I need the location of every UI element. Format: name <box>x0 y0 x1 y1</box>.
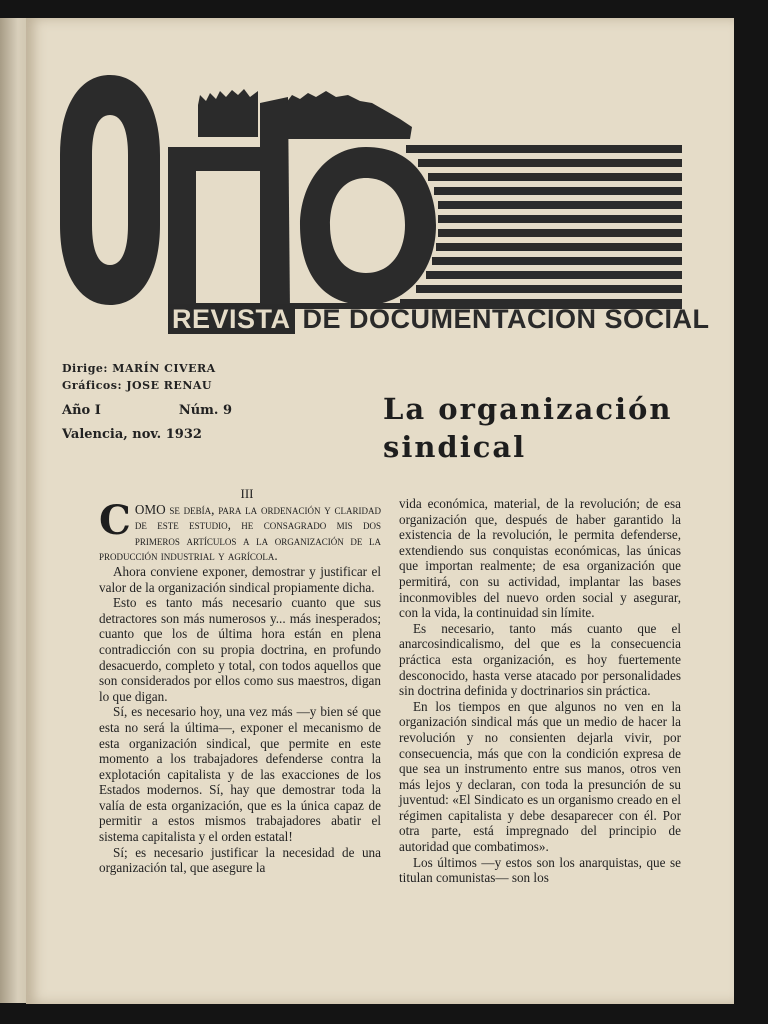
subtitle-revista: REVISTA <box>168 304 295 334</box>
paragraph: vida económica, material, de la revolución; de esa organización que, después de haber garantido la existencia de la revolución, le permita defenderse, extendiendo sus conquistas económicas, las únicas que importan realmente; de esa organización que permitirá, con su actividad, implantar las bases inconmovibles del nuevo orden social y asegurar, con la vida, la continuidad sin límite. <box>399 496 681 621</box>
subtitle-rest: DE DOCUMENTACION SOCIAL <box>302 304 710 334</box>
logo-text: Orto <box>60 75 63 76</box>
paragraph: Esto es tanto más necesario cuanto que sus detractores son más numerosos y... más inesperados; cuanto que los de última hora están en plena contradicción con su propia doctrina, en profundo desacuerdo, completo y total, con todos aquellos que son considerados por ellos como sus maestros, digan lo que digan. <box>99 595 381 704</box>
issue-number: Núm. 9 <box>178 403 232 418</box>
logo-letter-r-stem <box>168 147 196 307</box>
issue-info <box>62 399 232 447</box>
issue-year: Año I <box>62 403 101 418</box>
section-number: III <box>240 486 254 501</box>
paragraph: Sí; es necesario justificar la necesidad de una organización tal, que asegure la <box>99 844 381 876</box>
article-title: La organización sindical <box>383 392 673 464</box>
logo-letter-t-stem <box>260 97 290 313</box>
article-column-right <box>399 496 681 886</box>
graphics-credit: Gráficos: JOSE RENAU <box>62 379 212 392</box>
director-credit: Dirige: MARÍN CIVERA <box>62 362 216 375</box>
paragraph: COMO se debía, para la ordenación y claridad de este estudio, he consagrado mis dos primeros artículos a la organización de la producción industrial y agrícola. <box>99 496 381 564</box>
paragraph: En los tiempos en que algunos no ven en la organización sindical más que un medio de hacer la revolución y no consienten dejarla vivir, por consecuencia, más que con la condición expresa de que sea un instrumento entre sus manos, otros ven más lejos y declaran, con toda la presunción de su juventud: «El Sindicato es un organismo creado en el régimen capitalista y debe desaparecer con él. Por otra parte, está impregnado del principio de autoridad que combatimos». <box>399 698 681 855</box>
paragraph: Sí, es necesario hoy, una vez más —y bien sé que esta no será la última—, exponer el mecanismo de esta organización sindical, que permite en este momento a los trabajadores defenderse contra la explotación capitalista y de las exacciones de los Estados modernos. Sí, hay que demostrar toda la valía de esta organización, que es la única capaz de permitir a estos mismos trabajadores abatir el sistema capitalista y el orden estatal! <box>99 704 381 845</box>
logo-letter-o <box>60 75 160 305</box>
masthead-subtitle <box>168 304 710 338</box>
paragraph: Ahora conviene exponer, demostrar y justificar el valor de la organización sindical propiamente dicha. <box>99 563 381 595</box>
article-column-left <box>99 486 381 876</box>
drop-cap: C <box>99 496 131 544</box>
issue-place-date: Valencia, nov. 1932 <box>62 427 202 442</box>
paragraph: Es necesario, tanto más cuanto que el anarcosindicalismo, del que es la consecuencia práctica esta organización, es hoy fuertemente desconocido, hasta verse atacado por personalidades sin doctrina definida y doctrinarios sin práctica. <box>399 620 681 699</box>
paragraph: Los últimos —y estos son los anarquistas, que se titulan comunistas— son los <box>399 854 681 886</box>
credits <box>62 360 262 394</box>
logo-letter-r-arm <box>196 147 270 171</box>
logo-letter-small-o <box>300 147 436 305</box>
